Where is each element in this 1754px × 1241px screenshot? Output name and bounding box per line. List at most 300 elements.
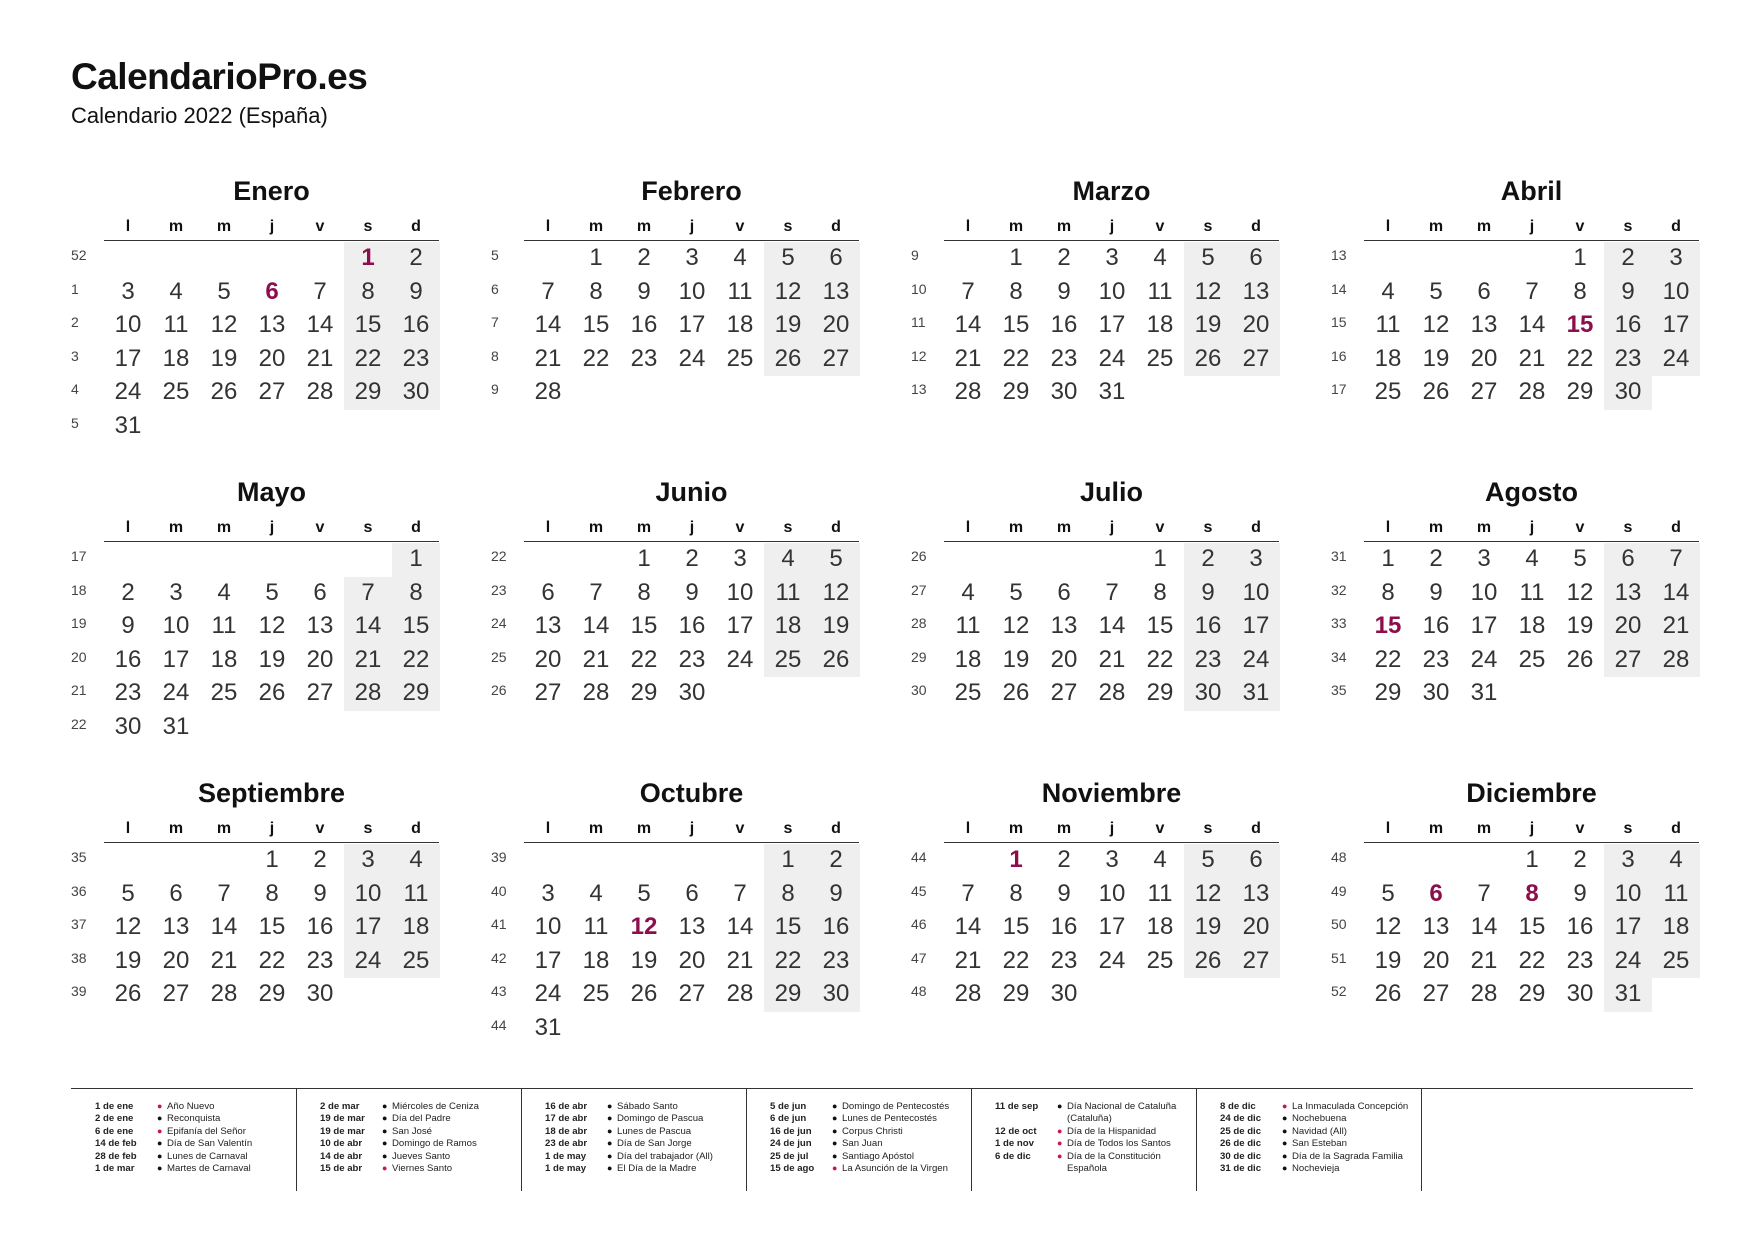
brand-title: CalendarioPro.es: [71, 56, 368, 97]
week-number: 4: [71, 381, 79, 398]
calendar-day: 1: [1009, 244, 1023, 271]
calendar-day: 29: [1566, 378, 1594, 406]
legend-entry: [1220, 1151, 1417, 1163]
calendar-day: 19: [114, 946, 142, 974]
legend-date: 12 de oct: [995, 1125, 1037, 1137]
calendar-day: 15: [402, 612, 430, 640]
weekday-label: v: [735, 820, 745, 837]
calendar-day: 26: [1374, 980, 1402, 1008]
week-number: 22: [71, 716, 87, 732]
legend-entry: [770, 1151, 967, 1163]
weekday-label: s: [1623, 820, 1633, 837]
legend-entry: [545, 1126, 742, 1138]
calendar-day: 25: [774, 645, 802, 673]
calendar-day: 31: [162, 713, 190, 740]
weekday-label: m: [636, 218, 652, 235]
holiday-legend: [71, 1088, 1693, 1193]
weekday-label: l: [545, 218, 551, 235]
legend-entry: [320, 1151, 517, 1163]
weekday-header: [1364, 519, 1699, 542]
calendar-day: 21: [1518, 344, 1546, 372]
bullet-icon: ●: [832, 1138, 838, 1149]
calendar-day: 6: [1057, 578, 1071, 606]
calendar-day: 4: [169, 277, 183, 305]
weekday-label: v: [1575, 820, 1585, 837]
calendar-day: 27: [306, 679, 334, 707]
calendar-day: 10: [354, 879, 382, 907]
legend-date: 10 de abr: [320, 1138, 363, 1150]
legend-date: 24 de dic: [1220, 1113, 1262, 1125]
calendar-day: 1: [265, 846, 279, 873]
calendar-day: 7: [1477, 879, 1491, 907]
weekday-label: s: [1203, 519, 1213, 536]
calendar-day: 12: [1194, 879, 1222, 907]
calendar-day: 8: [265, 879, 279, 907]
week-number: 44: [491, 1017, 507, 1033]
legend-date: 17 de abr: [545, 1113, 588, 1125]
calendar-day: 15: [630, 612, 658, 640]
bullet-icon: ●: [1282, 1163, 1288, 1173]
calendar-day: 16: [1194, 612, 1222, 640]
calendar-day: 3: [1477, 545, 1491, 572]
calendar-day: 8: [409, 578, 423, 606]
calendar-day: 9: [1621, 277, 1635, 305]
week-number: 5: [491, 247, 499, 263]
weekday-label: m: [1428, 519, 1444, 536]
week-number: 46: [911, 916, 927, 933]
calendar-day: 26: [1194, 946, 1222, 974]
calendar-day: 18: [402, 913, 430, 941]
calendar-day: 19: [1374, 946, 1402, 974]
weekday-label: d: [1251, 218, 1261, 235]
calendar-day: 8: [1381, 578, 1395, 606]
calendar-day: 3: [169, 578, 183, 606]
legend-name: Año Nuevo: [167, 1101, 215, 1112]
weekday-label: j: [269, 218, 275, 235]
week-number: 39: [491, 849, 507, 865]
week-number: 27: [911, 581, 927, 598]
bullet-icon: ●: [607, 1163, 613, 1173]
calendar-day: 12: [114, 913, 142, 941]
calendar-day: 4: [781, 545, 795, 572]
calendar-day: 23: [1566, 946, 1594, 974]
week-number: 52: [71, 247, 87, 263]
calendar-day: 21: [1098, 645, 1126, 673]
week-number: 26: [911, 548, 927, 564]
calendar-day: 20: [1242, 913, 1270, 941]
calendar-day: 29: [1518, 980, 1546, 1008]
calendar-day: 20: [1470, 344, 1498, 372]
legend-entry: [320, 1163, 517, 1175]
weekday-label: j: [689, 820, 695, 837]
week-number: 45: [911, 882, 927, 899]
calendar-day: 18: [210, 645, 238, 673]
weekday-label: m: [168, 218, 184, 235]
legend-date: 1 de mar: [95, 1163, 135, 1174]
bullet-icon: ●: [382, 1150, 388, 1161]
weekday-label: s: [783, 519, 793, 536]
calendar-day: 21: [1662, 612, 1690, 640]
calendar-day: 14: [354, 612, 382, 640]
weekday-label: v: [735, 519, 745, 536]
calendar-day: 16: [630, 311, 658, 339]
legend-entry: [1220, 1113, 1417, 1125]
calendar-day: 30: [1422, 679, 1450, 707]
calendar-day: 6: [1477, 277, 1491, 305]
legend-column: [971, 1089, 1197, 1191]
week-number: 21: [71, 682, 87, 699]
calendar-day: 1: [589, 244, 603, 271]
calendar-day: 8: [637, 578, 651, 606]
calendar-day: 2: [1201, 545, 1215, 572]
calendar-day: 26: [1002, 679, 1030, 707]
calendar-day: 13: [1242, 277, 1270, 305]
bullet-icon: ●: [1282, 1113, 1288, 1124]
calendar-day: 28: [306, 378, 334, 406]
legend-date: 1 de may: [545, 1163, 587, 1174]
calendar-day: 23: [1614, 344, 1642, 372]
calendar-day: 5: [1429, 277, 1443, 305]
week-number: 10: [911, 280, 927, 297]
week-number: 16: [1331, 347, 1347, 364]
bullet-icon: ●: [1282, 1101, 1288, 1111]
weekday-label: l: [545, 519, 551, 536]
week-number: 14: [1331, 280, 1347, 297]
calendar-day: 21: [954, 344, 982, 372]
calendar-day: 30: [402, 378, 430, 406]
weekday-header: [104, 519, 439, 542]
month-name: Mayo: [236, 477, 307, 507]
legend-column: [746, 1089, 972, 1191]
week-number: 36: [71, 882, 87, 899]
weekday-header: [944, 820, 1279, 843]
calendar-day: 1: [1381, 545, 1395, 572]
legend-date: 19 de mar: [320, 1125, 365, 1137]
week-number: 49: [1331, 882, 1347, 899]
calendar-day: 14: [954, 913, 982, 941]
calendar-day: 11: [403, 879, 429, 907]
weekday-label: m: [1428, 218, 1444, 235]
legend-entry: [1220, 1101, 1417, 1113]
bullet-icon: ●: [832, 1150, 838, 1161]
bullet-icon: ●: [157, 1113, 163, 1124]
calendar-day: 5: [217, 277, 231, 305]
calendar-day: 7: [1525, 277, 1539, 305]
calendar-day: 21: [210, 946, 238, 974]
week-number: 32: [1331, 581, 1347, 598]
calendar-day: 21: [306, 344, 334, 372]
calendar-day: 6: [1249, 244, 1263, 271]
calendar-day: 13: [534, 612, 562, 640]
calendar-day: 18: [726, 311, 754, 339]
legend-name: Día de San Valentín: [167, 1138, 253, 1150]
calendar-day: 13: [1242, 879, 1270, 907]
weekday-label: j: [1529, 519, 1535, 536]
calendar-day: 24: [534, 980, 562, 1008]
calendar-day: 9: [1201, 578, 1215, 606]
calendar-day: 23: [1050, 344, 1078, 372]
legend-entry: [1220, 1126, 1417, 1138]
week-number: 41: [491, 916, 507, 933]
calendar-day: 24: [726, 645, 754, 673]
week-number: 42: [491, 949, 507, 966]
bullet-icon: ●: [607, 1101, 613, 1111]
bullet-icon: ●: [1057, 1125, 1063, 1136]
week-number: 28: [911, 615, 927, 632]
calendar-day: 5: [1009, 578, 1023, 606]
calendar-day: 1: [1525, 846, 1539, 873]
calendar-day: 9: [313, 879, 327, 907]
calendar-day: 10: [1614, 879, 1642, 907]
calendar-day: 16: [114, 645, 142, 673]
calendar-day: 4: [1525, 545, 1539, 572]
holiday-day: 12: [630, 913, 658, 941]
calendar-day: 31: [1098, 378, 1126, 406]
weekday-label: v: [315, 519, 325, 536]
calendar-day: 5: [1201, 244, 1215, 271]
weekday-header: [524, 218, 859, 241]
calendar-day: 21: [582, 645, 610, 673]
calendar-day: 9: [409, 277, 423, 305]
weekday-label: d: [831, 519, 841, 536]
calendar-day: 11: [583, 913, 609, 941]
calendar-day: 11: [1663, 879, 1689, 907]
week-number: 44: [911, 849, 927, 865]
calendar-day: 13: [678, 913, 706, 941]
calendar-day: 27: [1242, 946, 1270, 974]
bullet-icon: ●: [382, 1101, 388, 1111]
calendar-day: 19: [210, 344, 238, 372]
weekday-label: m: [1008, 218, 1024, 235]
calendar-day: 10: [114, 311, 142, 339]
calendar-day: 19: [1194, 311, 1222, 339]
legend-name: Viernes Santo: [392, 1163, 453, 1174]
calendar-subtitle: Calendario 2022 (España): [71, 103, 328, 128]
legend-entry: [320, 1138, 517, 1150]
calendar-day: 9: [637, 277, 651, 305]
calendar-day: 5: [829, 545, 843, 572]
bullet-icon: ●: [382, 1125, 388, 1136]
calendar-day: 28: [954, 378, 982, 406]
calendar-day: 19: [774, 311, 802, 339]
calendar-day: 2: [1429, 545, 1443, 572]
calendar-day: 13: [162, 913, 190, 941]
calendar-day: 6: [1621, 545, 1635, 572]
legend-date: 6 de ene: [95, 1125, 134, 1137]
weekday-label: s: [783, 218, 793, 235]
calendar-day: 12: [1566, 578, 1594, 606]
calendar-day: 12: [258, 612, 286, 640]
calendar-day: 7: [361, 578, 375, 606]
weekday-label: d: [411, 519, 421, 536]
calendar-day: 25: [210, 679, 238, 707]
week-number: 34: [1331, 648, 1347, 665]
calendar-day: 25: [162, 378, 190, 406]
legend-entry: [1220, 1138, 1417, 1150]
weekday-label: d: [1251, 519, 1261, 536]
calendar-day: 30: [1566, 980, 1594, 1008]
calendar-day: 26: [258, 679, 286, 707]
week-number: 22: [491, 548, 507, 564]
month-name: Abril: [1500, 176, 1563, 206]
legend-entry: [770, 1126, 967, 1138]
calendar-day: 16: [1614, 311, 1642, 339]
weekday-label: m: [1008, 820, 1024, 837]
weekday-label: m: [588, 820, 604, 837]
calendar-day: 7: [733, 879, 747, 907]
weekday-label: m: [1008, 519, 1024, 536]
bullet-icon: ●: [157, 1150, 163, 1161]
legend-entry: [95, 1126, 292, 1138]
calendar-day: 26: [1566, 645, 1594, 673]
calendar-day: 22: [354, 344, 382, 372]
calendar-day: 4: [1381, 277, 1395, 305]
calendar-day: 10: [1662, 277, 1690, 305]
calendar-day: 24: [1098, 946, 1126, 974]
calendar-day: 22: [774, 946, 802, 974]
bullet-icon: ●: [832, 1125, 838, 1136]
legend-date: 14 de feb: [95, 1138, 137, 1150]
calendar-day: 22: [258, 946, 286, 974]
calendar-day: 18: [582, 946, 610, 974]
calendar-day: 28: [726, 980, 754, 1008]
legend-date: 26 de dic: [1220, 1138, 1262, 1150]
weekday-header: [1364, 820, 1699, 843]
week-number: 31: [1331, 548, 1347, 564]
calendar-day: 17: [726, 612, 754, 640]
legend-date: 16 de abr: [545, 1101, 588, 1112]
bullet-icon: ●: [157, 1163, 163, 1173]
weekday-label: l: [1385, 218, 1391, 235]
calendar-day: 13: [306, 612, 334, 640]
week-number: 5: [71, 415, 79, 431]
calendar-day: 14: [954, 311, 982, 339]
legend-entry: [995, 1138, 1192, 1150]
calendar-day: 10: [726, 578, 754, 606]
calendar-day: 7: [961, 277, 975, 305]
calendar-day: 5: [1381, 879, 1395, 907]
legend-entry: [545, 1138, 742, 1150]
weekday-label: m: [168, 820, 184, 837]
calendar-day: 20: [162, 946, 190, 974]
calendar-day: 23: [402, 344, 430, 372]
calendar-day: 30: [306, 980, 334, 1008]
legend-name: Lunes de Pentecostés: [842, 1113, 937, 1125]
weekday-label: j: [689, 218, 695, 235]
legend-name: Lunes de Carnaval: [167, 1150, 248, 1162]
week-number: 43: [491, 983, 507, 1000]
calendar-day: 7: [1105, 578, 1119, 606]
weekday-label: m: [216, 820, 232, 837]
calendar-day: 25: [1146, 344, 1174, 372]
calendar-day: 21: [1470, 946, 1498, 974]
weekday-label: l: [965, 820, 971, 837]
legend-entry: [320, 1113, 517, 1125]
calendar-day: 5: [265, 578, 279, 606]
calendar-day: 18: [1518, 612, 1546, 640]
calendar-day: 7: [217, 879, 231, 907]
calendar-day: 8: [589, 277, 603, 305]
calendar-day: 11: [1375, 311, 1401, 339]
calendar-day: 30: [822, 980, 850, 1008]
calendar-day: 12: [1374, 913, 1402, 941]
weekday-label: s: [1203, 820, 1213, 837]
calendar-day: 21: [354, 645, 382, 673]
calendar-day: 23: [822, 946, 850, 974]
weekday-label: s: [363, 519, 373, 536]
weekday-label: m: [1476, 218, 1492, 235]
legend-date: 11 de sep: [995, 1101, 1039, 1112]
legend-date: 1 de nov: [995, 1138, 1034, 1150]
calendar-day: 19: [258, 645, 286, 673]
legend-name: Navidad (All): [1292, 1125, 1347, 1137]
calendar-day: 29: [1002, 378, 1030, 406]
weekday-label: v: [1575, 519, 1585, 536]
calendar-day: 11: [727, 277, 753, 305]
calendar-day: 8: [1153, 578, 1167, 606]
weekday-label: s: [363, 820, 373, 837]
calendar-day: 17: [354, 913, 382, 941]
bullet-icon: ●: [1057, 1150, 1063, 1161]
calendar-day: 3: [1105, 244, 1119, 271]
legend-entry: [995, 1151, 1192, 1163]
calendar-day: 26: [630, 980, 658, 1008]
week-number: 30: [911, 682, 927, 699]
weekday-label: s: [363, 218, 373, 235]
calendar-day: 20: [306, 645, 334, 673]
calendar-day: 31: [1470, 679, 1498, 707]
calendar-day: 11: [1147, 879, 1173, 907]
legend-entry: [770, 1163, 967, 1175]
week-number: 20: [71, 648, 87, 665]
calendar-day: 22: [1002, 344, 1030, 372]
calendar-day: 20: [1242, 311, 1270, 339]
legend-column: [1196, 1089, 1422, 1191]
calendar-day: 9: [1429, 578, 1443, 606]
calendar-day: 3: [121, 277, 135, 305]
bullet-icon: ●: [382, 1113, 388, 1124]
weekday-label: l: [125, 519, 131, 536]
calendar-day: 9: [1057, 879, 1071, 907]
week-number: 52: [1331, 983, 1347, 1000]
calendar-day: 14: [210, 913, 238, 941]
weekday-label: d: [411, 820, 421, 837]
calendar-day: 3: [1105, 846, 1119, 873]
calendar-day: 4: [589, 879, 603, 907]
calendar-day: 22: [1146, 645, 1174, 673]
legend-entry: [770, 1138, 967, 1150]
calendar-day: 31: [1242, 679, 1270, 707]
calendar-day: 28: [954, 980, 982, 1008]
legend-name: Domingo de Pentecostés: [842, 1101, 950, 1112]
calendar-day: 29: [1146, 679, 1174, 707]
calendar-day: 31: [534, 1014, 562, 1041]
holiday-day: 6: [1429, 879, 1443, 907]
calendar-day: 30: [1050, 378, 1078, 406]
calendar-day: 1: [781, 846, 795, 873]
bullet-icon: ●: [832, 1101, 838, 1111]
month-name: Diciembre: [1466, 778, 1597, 808]
calendar-day: 28: [1662, 645, 1690, 673]
calendar-day: 17: [114, 344, 142, 372]
month-name: Enero: [233, 176, 310, 206]
legend-entry: [545, 1113, 742, 1125]
calendar-day: 29: [258, 980, 286, 1008]
calendar-day: 28: [1098, 679, 1126, 707]
legend-date: 15 de abr: [320, 1163, 363, 1174]
legend-entry: [770, 1101, 967, 1113]
calendar-day: 30: [114, 713, 142, 740]
